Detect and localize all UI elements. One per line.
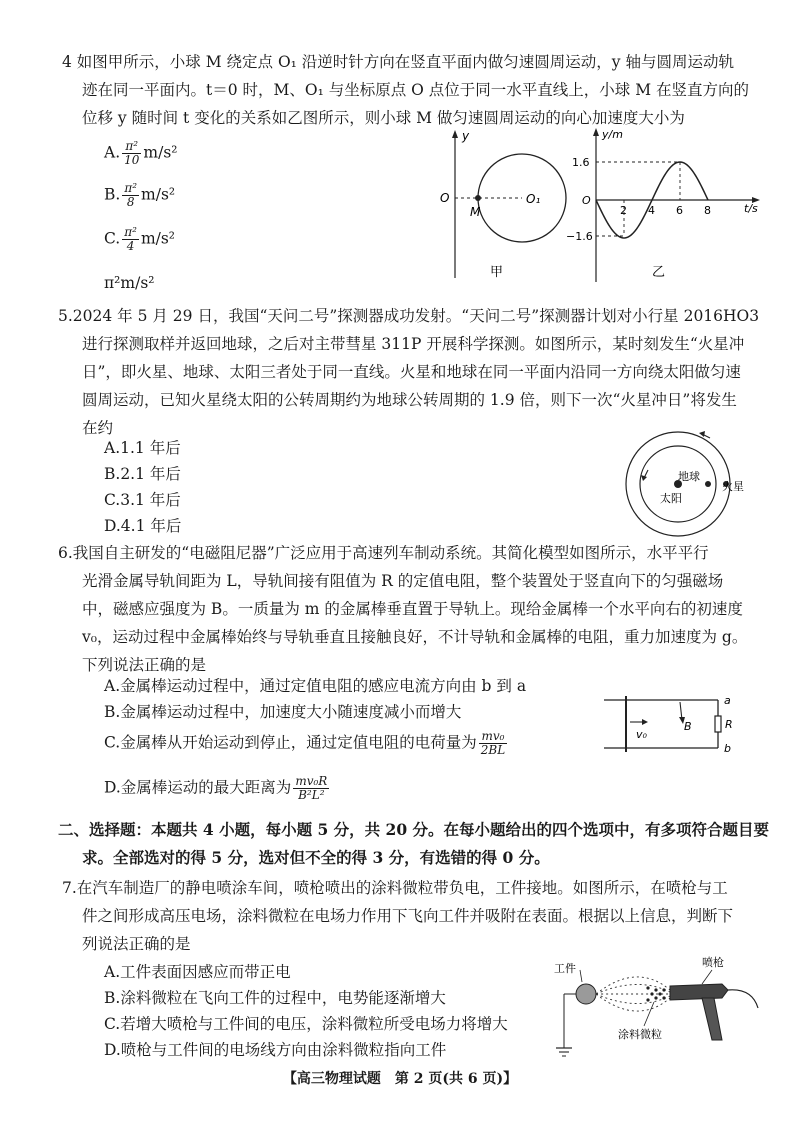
q5-option-d: D.4.1 年后 (104, 517, 182, 535)
q4-option-a: A. $\frac{\text{π²}}{10}$ m/s² (104, 139, 178, 167)
field-line (596, 977, 670, 994)
q4-line-1: 4 如图甲所示，小球 M 绕定点 O₁ 沿逆时针方向在竖直平面内做匀速圆周运动，y 轴与圆周运动轨 (62, 53, 734, 71)
yi-ymin-label: −1.6 (566, 230, 593, 243)
particles-pointer (644, 1002, 654, 1026)
o1-label: O₁ (526, 192, 541, 206)
q7-option-b: B.涂料微粒在飞向工件的过程中，电势能逐渐增大 (104, 989, 446, 1007)
q4-figure-yi (560, 126, 770, 290)
yi-tick-6: 6 (676, 204, 683, 217)
q6-line-2: 光滑金属导轨间距为 L，导轨间接有阻值为 R 的定值电阻，整个装置处于竖直向下的匀强磁场 (82, 572, 724, 590)
q6-line-3: 中，磁感应强度为 B。一质量为 m 的金属棒垂直置于导轨上。现给金属棒一个水平向右的初速度 (82, 600, 743, 618)
q5-line-1: 5.2024 年 5 月 29 日，我国“天问二号”探测器成功发射。“天问二号”探测器计划对小行星 2016HO3 (58, 307, 760, 325)
mars-label: 火星 (722, 480, 744, 493)
a-label: a (724, 694, 731, 707)
field-line (596, 994, 670, 1011)
y-axis-arrow (452, 130, 458, 138)
q4-option-b: B. $\frac{\text{π²}}{8}$ m/s² (104, 181, 176, 209)
q7-figure-spray (552, 954, 782, 1060)
yi-tick-2: 2 (620, 204, 627, 217)
r-label: R (725, 718, 733, 731)
resistor (715, 716, 721, 732)
yi-tick-8: 8 (704, 204, 711, 217)
q4-option-d: π²m/s² (104, 274, 155, 292)
q6-option-b: B.金属棒运动过程中，加速度大小随速度减小而增大 (104, 703, 462, 721)
q7-line-1: 7.在汽车制造厂的静电喷涂车间，喷枪喷出的涂料微粒带负电，工件接地。如图所示，在喷枪与工 (62, 879, 728, 897)
q5-line-4: 圆周运动，已知火星绕太阳的公转周期约为地球公转周期的 1.9 倍，则下一次“火星冲日”将发生 (82, 391, 737, 409)
mars-arrowhead-icon (699, 431, 705, 437)
q7-option-c: C.若增大喷枪与工件间的电压，涂料微粒所受电场力将增大 (104, 1015, 508, 1033)
q5-line-3: 日”，即火星、地球、太阳三者处于同一直线。火星和地球在同一平面内沿同一方向绕太阳做匀速 (82, 363, 741, 381)
q6-figure-rails (600, 694, 750, 760)
caption-jia: 甲 (490, 265, 504, 280)
q7-option-a: A.工件表面因感应而带正电 (104, 963, 291, 981)
yi-ymax-label: 1.6 (572, 156, 590, 169)
gun-pointer (702, 970, 712, 984)
q4-figure-jia (430, 128, 580, 288)
workpiece-label: 工件 (554, 962, 576, 975)
q6-line-5: 下列说法正确的是 (82, 656, 207, 674)
q5-line-2: 进行探测取样并返回地球，之后对主带彗星 311P 开展科学探测。如图所示，某时刻发生“火星冲 (82, 335, 745, 353)
q6-option-d: D.金属棒运动的最大距离为 $\frac{\text{mv₀R}}{\text{B²L²}}$ (104, 774, 328, 802)
q5-option-b: B.2.1 年后 (104, 465, 181, 483)
gun-label: 喷枪 (702, 956, 724, 969)
particles-label: 涂料微粒 (618, 1028, 662, 1041)
page-footer: 【高三物理试题 第 2 页(共 6 页)】 (282, 1071, 518, 1087)
spray-gun-handle-icon (702, 998, 722, 1040)
q5-option-c: C.3.1 年后 (104, 491, 181, 509)
origin-label: O (440, 191, 450, 205)
q5-option-a: A.1.1 年后 (104, 439, 181, 457)
q7-line-3: 列说法正确的是 (82, 935, 191, 953)
q4-option-c: C. $\frac{\text{π²}}{4}$ m/s² (104, 225, 176, 253)
q7-line-2: 件之间形成高压电场，涂料微粒在电场力作用下飞向工件并吸附在表面。根据以上信息，判断下 (82, 907, 734, 925)
field-line (596, 994, 670, 1004)
workpiece-icon (576, 984, 596, 1004)
earth-arrowhead-icon (641, 475, 647, 481)
q7-option-d: D.喷枪与工件间的电场线方向由涂料微粒指向工件 (104, 1041, 447, 1059)
spray-gun-icon (670, 984, 728, 1000)
workpiece-pointer (580, 970, 582, 982)
q4-line-2: 迹在同一平面内。t＝0 时，M、O₁ 与坐标原点 O 点位于同一水平直线上，小球 M 在竖直方向的 (82, 81, 750, 99)
v0-label: v₀ (636, 728, 647, 741)
q5-line-5: 在约 (82, 419, 114, 437)
air-hose (728, 990, 758, 1008)
q6-line-1: 6.我国自主研发的“电磁阻尼器”广泛应用于高速列车制动系统。其简化模型如图所示，水平平行 (58, 544, 709, 562)
field-line (596, 984, 670, 994)
m-label: M (470, 205, 481, 219)
yi-y-label: y/m (602, 128, 623, 141)
section2-line-2: 求。全部选对的得 5 分，选对但不全的得 3 分，有选错的得 0 分。 (82, 848, 550, 867)
yi-tick-4: 4 (648, 204, 655, 217)
caption-yi: 乙 (652, 265, 666, 280)
q4-line-3: 位移 y 随时间 t 变化的关系如乙图所示，则小球 M 做匀速圆周运动的向心加速度大小为 (82, 109, 685, 127)
ball-m (475, 195, 481, 201)
y-axis-label: y (462, 129, 470, 143)
b-label: B (684, 720, 692, 733)
sun-label: 太阳 (660, 492, 682, 505)
earth-label: 地球 (678, 470, 700, 483)
yi-origin: O (582, 194, 591, 207)
earth-icon (705, 481, 711, 487)
velocity-arrowhead-icon (642, 719, 648, 725)
b-point-label: b (724, 742, 731, 755)
yi-y-axis-arrow (593, 128, 599, 136)
q5-figure-orbits (610, 430, 760, 540)
q6-line-4: v₀，运动过程中金属棒始终与导轨垂直且接触良好，不计导轨和金属棒的电阻，重力加速度为 g。 (82, 628, 748, 646)
q6-option-c: C.金属棒从开始运动到停止，通过定值电阻的电荷量为 $\frac{\text{mv₀}}{2BL}$ (104, 729, 506, 757)
section2-line-1: 二、选择题：本题共 4 小题，每小题 5 分，共 20 分。在每小题给出的四个选项中，有多项符合题目要 (58, 820, 770, 839)
yi-t-label: t/s (744, 202, 758, 215)
q6-option-a: A.金属棒运动过程中，通过定值电阻的感应电流方向由 b 到 a (104, 677, 527, 695)
